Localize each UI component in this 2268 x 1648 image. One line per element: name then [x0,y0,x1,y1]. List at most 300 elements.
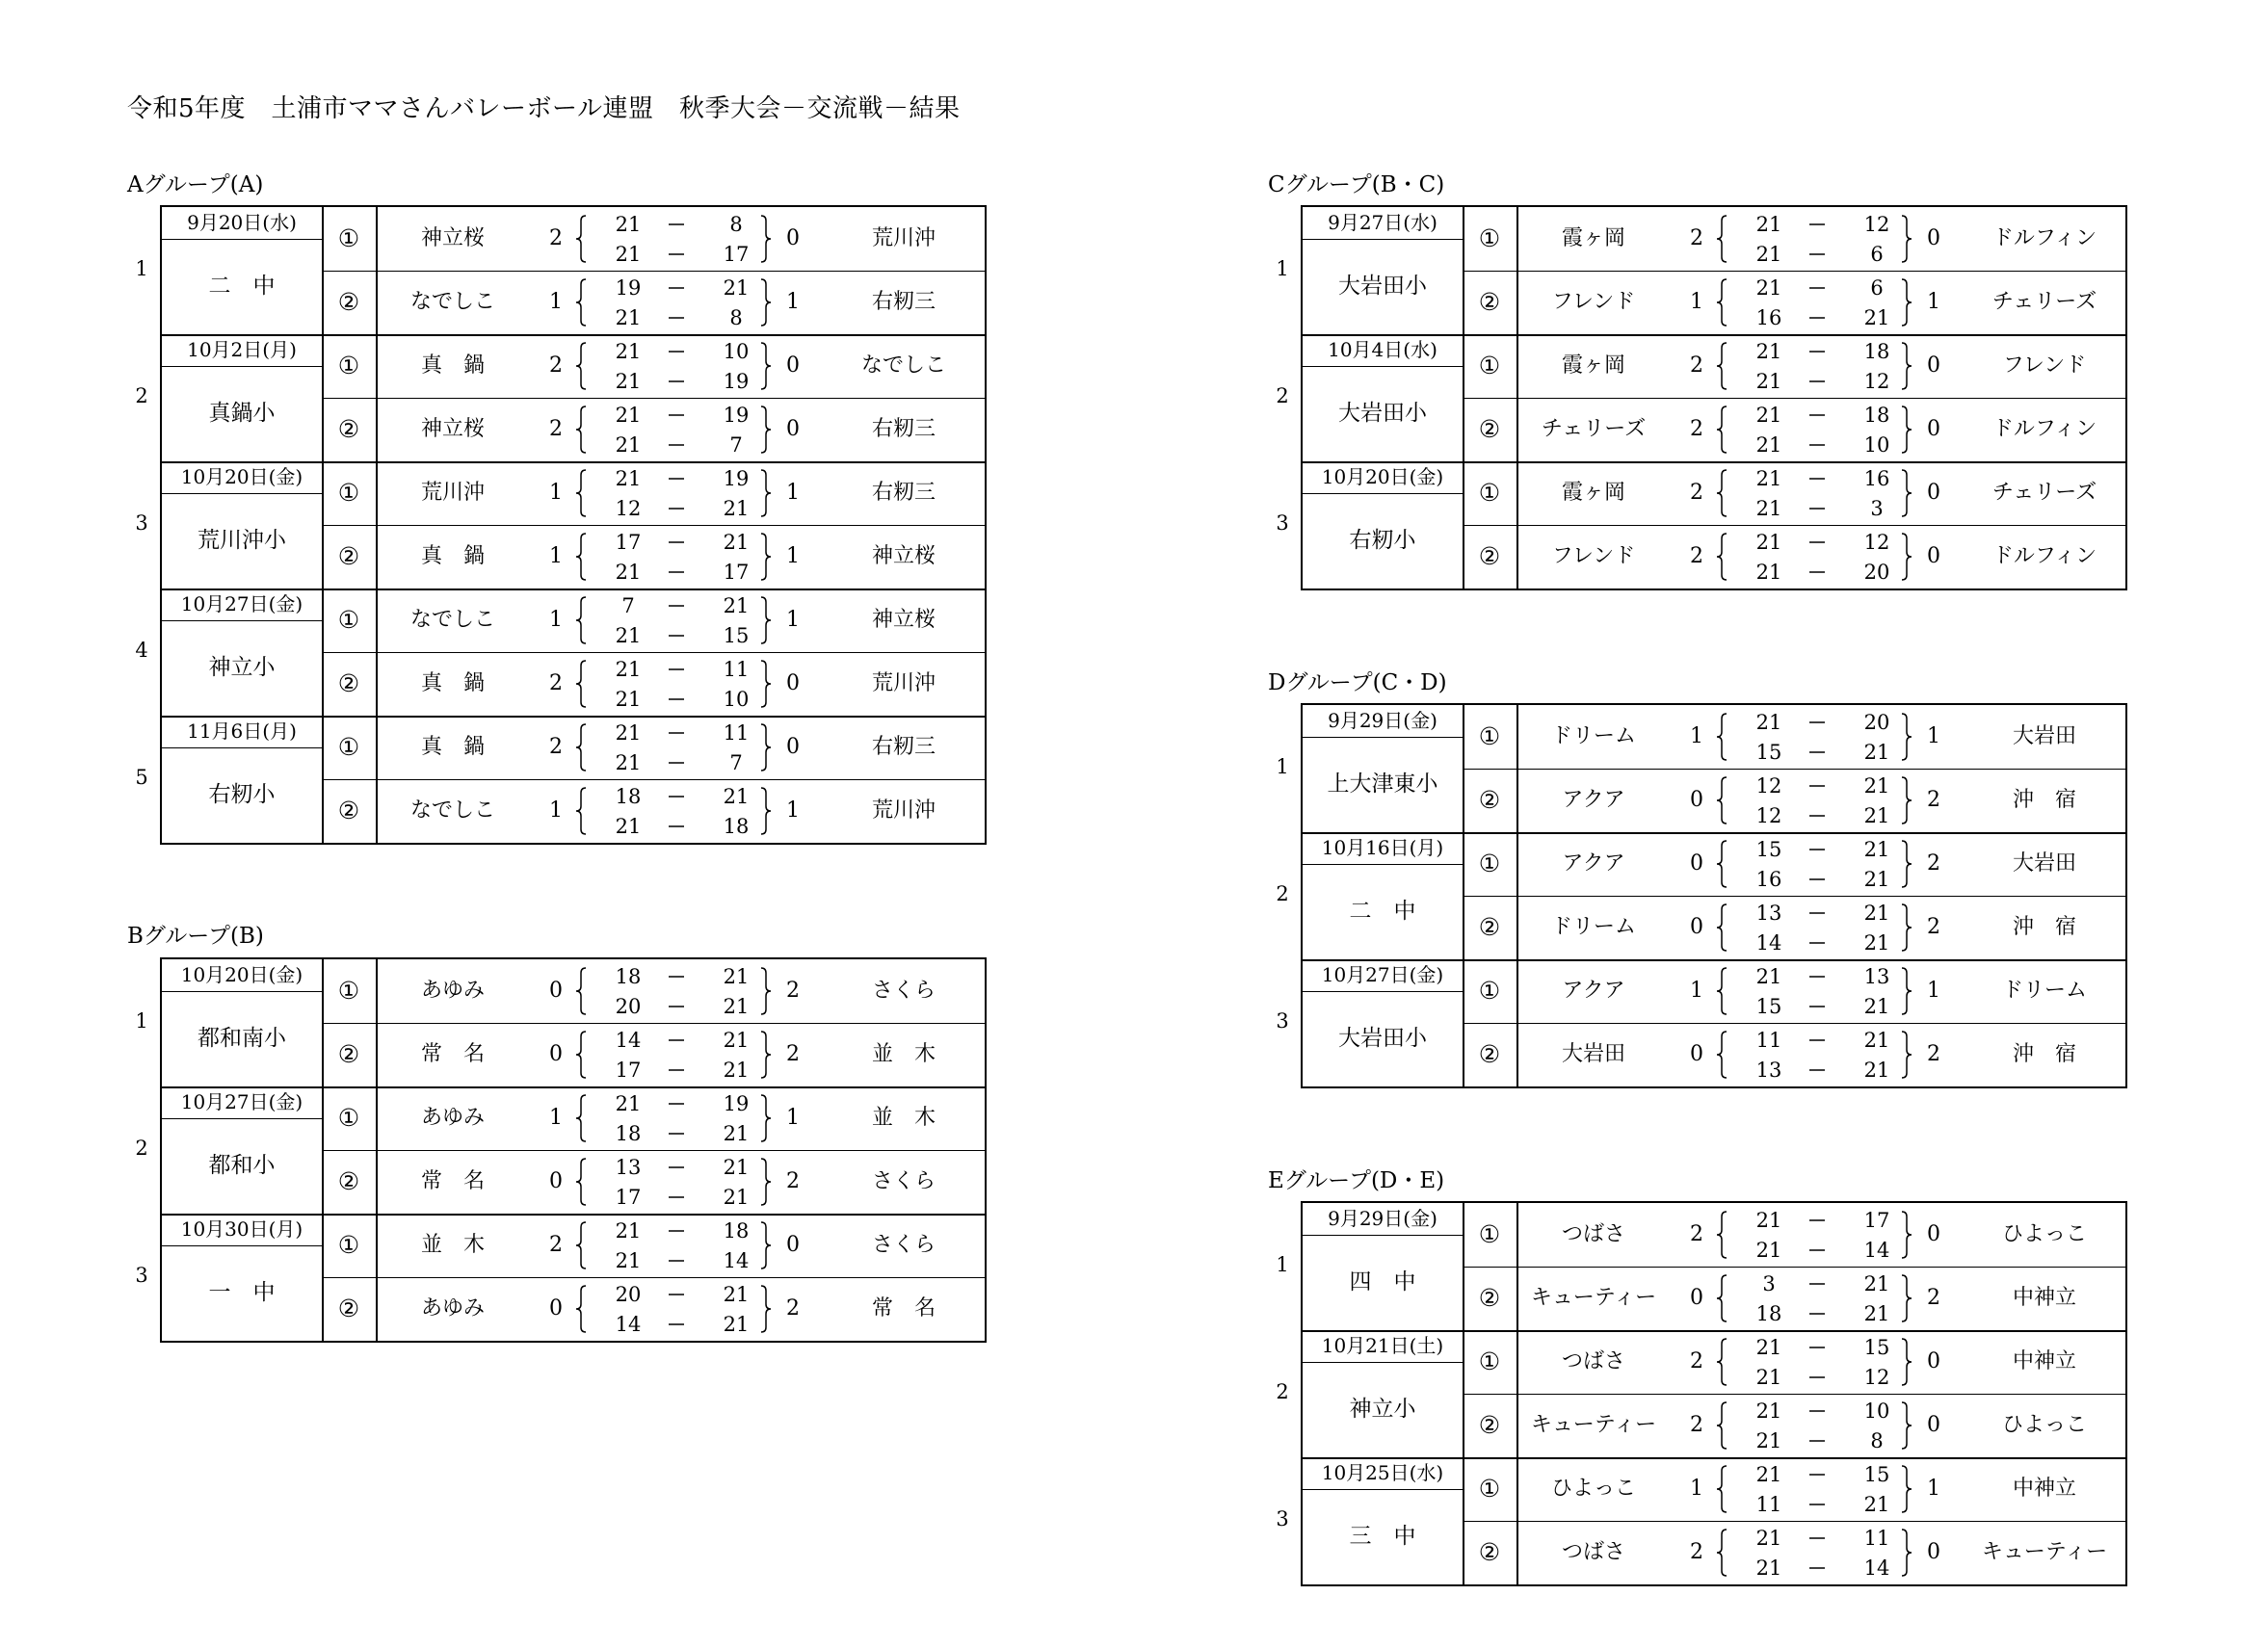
away-team: 並 木 [871,1042,936,1066]
set1-home-score: 12 [1755,774,1782,798]
home-sets-won: 0 [549,1296,563,1321]
score-dash-icon [649,337,703,366]
set2-away-score: 14 [1863,1239,1890,1262]
score-dash-icon [649,719,703,747]
score-dash-icon [649,1280,703,1309]
set1-away-score: 21 [723,531,750,554]
set2-away-score: 10 [1863,433,1890,457]
match-number: ② [1478,415,1501,443]
set2-home-score: 21 [615,370,642,393]
set2-away-score: 21 [1863,995,1890,1018]
score-dash-icon [1790,337,1844,366]
match-number: ② [1478,1284,1501,1312]
round-number: 2 [135,384,148,407]
set1-away-score: 17 [1863,1209,1890,1232]
match-date: 11月6日(月) [187,719,297,743]
score-dash-icon [1790,274,1844,302]
venue-name: 神立小 [208,655,276,680]
group-label: Cグループ(B・C) [1268,172,1445,197]
right-brace-icon [759,469,773,517]
results-table [1301,1201,2127,1586]
right-brace-icon [759,967,773,1015]
home-team: あゆみ [420,979,485,1003]
group-label: Aグループ(A) [127,172,264,197]
set1-home-score: 21 [1755,1399,1782,1423]
match-row [1303,271,2129,334]
set2-away-score: 15 [723,624,750,647]
score-dash-icon [1790,558,1844,587]
away-sets-won: 1 [1927,290,1940,314]
score-dash-icon [649,494,703,523]
set2-home-score: 21 [1755,1429,1782,1452]
score-dash-icon [649,1216,703,1245]
match-row [1303,525,2129,589]
home-team: ドリーム [1550,915,1636,939]
home-sets-won: 2 [549,226,563,250]
set2-away-score: 21 [723,1059,750,1082]
home-sets-won: 2 [549,735,563,759]
score-dash-icon [1790,431,1844,459]
round-number: 1 [1276,1253,1289,1276]
group-block [127,957,994,1343]
left-brace-icon [1715,342,1728,390]
results-table [1301,205,2127,590]
match-number: ② [337,1295,360,1322]
left-brace-icon [1715,533,1728,581]
set2-away-score: 21 [723,995,750,1018]
round-number: 3 [135,511,148,535]
match-date: 9月27日(水) [1328,211,1437,234]
match-row [162,525,989,589]
home-sets-won: 0 [549,1169,563,1193]
match-number: ① [1478,850,1501,877]
right-brace-icon [1900,840,1913,888]
set1-home-score: 21 [1755,531,1782,554]
match-row [162,461,989,525]
home-sets-won: 0 [1690,788,1703,812]
set2-away-score: 3 [1870,497,1884,520]
left-brace-icon [574,1158,588,1206]
home-sets-won: 2 [1690,1222,1703,1246]
away-sets-won: 1 [786,798,800,823]
match-date: 9月29日(金) [1328,1207,1437,1230]
score-dash-icon [649,812,703,841]
right-brace-icon [759,1094,773,1142]
venue-name: 大岩田小 [1338,274,1427,299]
score-dash-icon [1790,494,1844,523]
away-sets-won: 2 [1927,915,1940,939]
score-dash-icon [1790,1206,1844,1235]
away-team: 荒川沖 [871,671,936,695]
venue-name: 二 中 [208,274,276,299]
match-row [1303,334,2129,398]
match-number: ① [1478,479,1501,507]
match-number: ② [337,1167,360,1195]
away-sets-won: 0 [786,671,800,695]
venue-name: 上大津東小 [1327,772,1438,797]
match-number: ① [337,606,360,634]
match-number: ② [337,1040,360,1068]
set2-away-score: 12 [1863,1366,1890,1389]
left-brace-icon [574,1221,588,1269]
set2-home-score: 21 [1755,243,1782,266]
score-dash-icon [649,685,703,714]
match-date: 9月20日(水) [187,211,297,234]
left-brace-icon [574,596,588,644]
right-brace-icon [1900,1465,1913,1513]
score-dash-icon [649,431,703,459]
set2-away-score: 21 [1863,1493,1890,1516]
match-number: ② [1478,288,1501,316]
left-brace-icon [574,1285,588,1333]
home-sets-won: 1 [1690,724,1703,748]
score-dash-icon [1790,1490,1844,1519]
left-brace-icon [574,660,588,708]
right-brace-icon [1900,1338,1913,1386]
set2-home-score: 20 [615,995,642,1018]
set1-home-score: 21 [1755,1463,1782,1486]
match-number: ① [1478,1220,1501,1248]
set1-home-score: 20 [615,1283,642,1306]
set1-home-score: 13 [615,1156,642,1179]
set1-away-score: 12 [1863,213,1890,236]
round-number: 5 [135,766,148,789]
right-brace-icon [1900,1274,1913,1322]
set2-away-score: 7 [729,751,743,774]
match-date: 10月20日(金) [1321,465,1444,488]
match-row [1303,896,2129,959]
home-sets-won: 1 [549,290,563,314]
venue-name: 大岩田小 [1338,1026,1427,1051]
home-team: つばさ [1561,1349,1625,1373]
set2-home-score: 14 [615,1313,642,1336]
away-sets-won: 2 [786,979,800,1003]
match-row [162,716,989,779]
set2-home-score: 21 [1755,433,1782,457]
away-sets-won: 1 [786,1106,800,1130]
match-number: ① [1478,1475,1501,1503]
score-dash-icon [1790,929,1844,957]
set2-home-score: 21 [615,751,642,774]
away-team: 沖 宿 [2012,915,2076,939]
set2-away-score: 20 [1863,561,1890,584]
venue-name: 右籾小 [208,782,276,807]
set1-home-score: 21 [615,721,642,745]
set2-home-score: 18 [1755,1302,1782,1325]
match-number: ① [337,733,360,761]
match-number: ① [337,977,360,1005]
right-brace-icon [759,1158,773,1206]
match-row [1303,1267,2129,1330]
score-dash-icon [649,1246,703,1275]
score-dash-icon [649,1089,703,1118]
left-brace-icon [574,787,588,835]
right-brace-icon [759,596,773,644]
set1-home-score: 17 [615,531,642,554]
away-team: 右籾三 [871,735,936,759]
score-dash-icon [649,464,703,493]
match-row [162,1150,989,1214]
round-number: 3 [1276,1009,1289,1033]
score-dash-icon [1790,1236,1844,1265]
left-brace-icon [574,342,588,390]
set2-away-score: 18 [723,815,750,838]
set1-home-score: 18 [615,785,642,808]
away-team: キューティー [1981,1540,2108,1564]
match-row [162,271,989,334]
home-sets-won: 1 [1690,290,1703,314]
venue-name: 都和小 [208,1153,276,1178]
set1-away-score: 18 [1863,404,1890,427]
set1-away-score: 21 [723,965,750,988]
left-brace-icon [1715,215,1728,263]
set1-away-score: 21 [723,1283,750,1306]
match-number: ② [1478,542,1501,570]
results-table [1301,703,2127,1088]
match-row [1303,461,2129,525]
right-brace-icon [759,533,773,581]
left-brace-icon [1715,405,1728,454]
score-dash-icon [1790,962,1844,991]
match-number: ① [1478,722,1501,750]
left-brace-icon [1715,776,1728,824]
set1-away-score: 19 [723,1092,750,1115]
right-brace-icon [1900,776,1913,824]
away-sets-won: 2 [1927,1286,1940,1310]
away-sets-won: 1 [786,481,800,505]
set2-home-score: 21 [615,624,642,647]
match-row [1303,1203,2129,1267]
match-date: 10月21日(土) [1321,1334,1444,1357]
match-number: ① [1478,352,1501,379]
score-dash-icon [649,528,703,557]
venue-name: 四 中 [1349,1269,1416,1295]
round-number: 2 [1276,882,1289,905]
away-sets-won: 0 [1927,1349,1940,1373]
left-brace-icon [1715,967,1728,1015]
score-dash-icon [649,1056,703,1085]
left-brace-icon [574,723,588,772]
set2-home-score: 12 [1755,804,1782,827]
set1-away-score: 12 [1863,531,1890,554]
set1-away-score: 10 [1863,1399,1890,1423]
set2-home-score: 21 [1755,1556,1782,1580]
home-team: 霞ヶ岡 [1561,353,1625,378]
match-row [1303,207,2129,271]
match-row [162,1277,989,1341]
set2-home-score: 21 [1755,1366,1782,1389]
match-number: ② [1478,786,1501,814]
away-team: 荒川沖 [871,226,936,250]
set1-away-score: 21 [723,1156,750,1179]
away-sets-won: 0 [786,353,800,378]
away-sets-won: 2 [786,1169,800,1193]
score-dash-icon [1790,1363,1844,1392]
score-dash-icon [1790,899,1844,928]
match-row [1303,398,2129,461]
right-brace-icon [1900,533,1913,581]
set1-home-score: 15 [1755,838,1782,861]
match-number: ① [337,479,360,507]
home-sets-won: 1 [549,544,563,568]
set2-away-score: 21 [723,1313,750,1336]
set1-home-score: 21 [1755,340,1782,363]
away-sets-won: 0 [1927,226,1940,250]
score-dash-icon [649,1153,703,1182]
score-dash-icon [1790,1460,1844,1489]
home-sets-won: 2 [1690,544,1703,568]
left-brace-icon [1715,840,1728,888]
results-table [160,957,987,1343]
right-brace-icon [1900,215,1913,263]
set1-away-score: 21 [723,276,750,300]
match-date: 10月30日(月) [180,1217,303,1241]
group-label: Dグループ(C・D) [1268,670,1447,695]
venue-name: 真鍋小 [208,401,276,426]
set2-away-score: 17 [723,561,750,584]
set1-away-score: 21 [723,785,750,808]
set2-home-score: 16 [1755,306,1782,329]
away-team: ひよっこ [2001,1222,2087,1246]
match-row [162,589,989,652]
match-date: 10月16日(月) [1321,836,1444,859]
right-brace-icon [759,1285,773,1333]
away-sets-won: 2 [1927,1042,1940,1066]
match-number: ② [1478,1538,1501,1566]
set1-away-score: 19 [723,404,750,427]
away-team: なでしこ [860,353,946,378]
away-team: ひよっこ [2001,1413,2087,1437]
score-dash-icon [649,240,703,269]
right-brace-icon [1900,967,1913,1015]
away-team: 荒川沖 [871,798,936,823]
round-number: 3 [135,1264,148,1287]
set1-away-score: 21 [1863,902,1890,925]
left-brace-icon [1715,713,1728,761]
set1-home-score: 21 [615,1219,642,1243]
set2-away-score: 21 [723,1186,750,1209]
set1-home-score: 14 [615,1029,642,1052]
score-dash-icon [1790,240,1844,269]
set2-home-score: 16 [1755,868,1782,891]
set1-home-score: 21 [1755,404,1782,427]
away-team: 神立桜 [871,608,936,632]
right-brace-icon [759,405,773,454]
home-team: ひよっこ [1550,1477,1636,1501]
match-number: ② [337,669,360,697]
score-dash-icon [1790,1333,1844,1362]
score-dash-icon [649,782,703,811]
home-team: 常 名 [420,1042,485,1066]
round-number: 2 [1276,384,1289,407]
home-team: なでしこ [409,290,495,314]
away-team: さくら [871,979,936,1003]
score-dash-icon [1790,1269,1844,1298]
set2-home-score: 13 [1755,1059,1782,1082]
score-dash-icon [1790,210,1844,239]
home-team: アクア [1562,788,1625,812]
home-team: チェリーズ [1541,417,1647,441]
home-sets-won: 0 [1690,915,1703,939]
venue-name: 大岩田小 [1338,401,1427,426]
right-brace-icon [1900,903,1913,952]
set2-away-score: 21 [1863,868,1890,891]
set2-away-score: 8 [1870,1429,1884,1452]
score-dash-icon [649,367,703,396]
match-date: 9月29日(金) [1328,709,1437,732]
home-sets-won: 1 [1690,1477,1703,1501]
page-title: 令和5年度 土浦市ママさんバレーボール連盟 秋季大会－交流戦－結果 [127,94,961,123]
away-team: さくら [871,1169,936,1193]
home-team: 真 鍋 [420,671,485,695]
score-dash-icon [649,1310,703,1339]
set1-away-score: 20 [1863,711,1890,734]
set2-home-score: 17 [615,1186,642,1209]
right-brace-icon [1900,278,1913,327]
group-block [1268,703,2135,1088]
set2-away-score: 21 [1863,306,1890,329]
away-sets-won: 0 [1927,1413,1940,1437]
home-team: 大岩田 [1561,1042,1625,1066]
away-sets-won: 1 [786,544,800,568]
away-sets-won: 1 [1927,979,1940,1003]
right-brace-icon [759,1221,773,1269]
away-team: 右籾三 [871,417,936,441]
score-dash-icon [1790,708,1844,737]
score-dash-icon [1790,1397,1844,1426]
set1-home-score: 19 [615,276,642,300]
venue-name: 右籾小 [1349,528,1416,553]
match-number: ② [337,797,360,824]
set1-home-score: 21 [615,658,642,681]
score-dash-icon [1790,1056,1844,1085]
home-team: フレンド [1551,290,1636,314]
set1-away-score: 11 [723,658,750,681]
set2-away-score: 8 [729,306,743,329]
right-brace-icon [759,1031,773,1079]
set2-away-score: 19 [723,370,750,393]
left-brace-icon [574,1094,588,1142]
set1-away-score: 15 [1863,1463,1890,1486]
set2-away-score: 21 [723,497,750,520]
set1-away-score: 6 [1870,276,1884,300]
right-brace-icon [1900,405,1913,454]
away-team: 中神立 [2012,1349,2076,1373]
match-number: ① [1478,1347,1501,1375]
home-sets-won: 0 [549,1042,563,1066]
home-sets-won: 1 [549,1106,563,1130]
away-sets-won: 0 [786,1233,800,1257]
round-number: 1 [1276,257,1289,280]
home-sets-won: 2 [549,417,563,441]
match-row [162,1086,989,1150]
match-number: ① [1478,977,1501,1005]
venue-name: 神立小 [1349,1397,1416,1422]
match-number: ② [337,542,360,570]
match-row [162,1023,989,1086]
match-number: ① [337,1231,360,1259]
away-sets-won: 1 [786,290,800,314]
match-row [1303,1457,2129,1521]
away-sets-won: 0 [1927,544,1940,568]
round-number: 1 [135,257,148,280]
away-sets-won: 1 [786,608,800,632]
left-brace-icon [574,1031,588,1079]
home-team: フレンド [1551,544,1636,568]
round-number: 3 [1276,511,1289,535]
away-team: ドルフィン [1991,226,2097,250]
venue-name: 三 中 [1349,1524,1416,1549]
